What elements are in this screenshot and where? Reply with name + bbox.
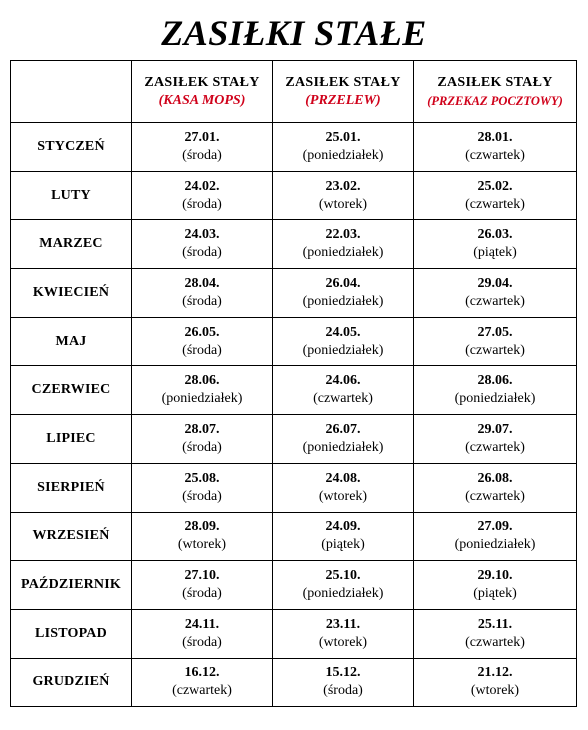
payment-date: 28.06. xyxy=(184,373,220,389)
payment-date-cell xyxy=(273,317,414,366)
table-row xyxy=(11,512,577,561)
payment-date: 25.02. xyxy=(477,178,513,194)
payment-date: 27.01. xyxy=(184,129,220,145)
month-label: PAŹDZIERNIK xyxy=(11,561,132,610)
table-row xyxy=(11,317,577,366)
month-label: LUTY xyxy=(11,171,132,220)
table-row xyxy=(11,269,577,318)
payment-date: 28.01. xyxy=(477,129,513,145)
payment-date-cell xyxy=(132,220,273,269)
weekday: (środa) xyxy=(182,293,222,309)
payment-date: 26.08. xyxy=(477,470,513,486)
column-header-kasa-mops xyxy=(132,61,273,123)
payment-date-cell xyxy=(273,171,414,220)
weekday: (czwartek) xyxy=(465,293,525,309)
weekday: (środa) xyxy=(182,634,222,650)
month-label: SIERPIEŃ xyxy=(11,463,132,512)
month-label: MAJ xyxy=(11,317,132,366)
payment-date-cell xyxy=(414,220,577,269)
payment-date-cell xyxy=(273,609,414,658)
page-title: ZASIŁKI STAŁE xyxy=(161,13,427,53)
payment-date-cell xyxy=(273,463,414,512)
column-header-subtitle: (KASA MOPS) xyxy=(158,92,246,108)
weekday: (czwartek) xyxy=(465,488,525,504)
weekday: (środa) xyxy=(182,147,222,163)
table-row xyxy=(11,463,577,512)
payment-date-cell xyxy=(414,561,577,610)
payment-date-cell xyxy=(132,561,273,610)
payment-date: 22.03. xyxy=(325,227,361,243)
month-label: LISTOPAD xyxy=(11,609,132,658)
payment-date-cell xyxy=(273,220,414,269)
payment-date: 26.03. xyxy=(477,227,513,243)
payment-date-cell xyxy=(414,512,577,561)
payment-date: 26.05. xyxy=(184,324,220,340)
payment-date-cell xyxy=(132,415,273,464)
payment-date-cell xyxy=(132,171,273,220)
payment-date-cell xyxy=(414,609,577,658)
payment-date: 24.08. xyxy=(325,470,361,486)
payment-date-cell xyxy=(132,609,273,658)
weekday: (czwartek) xyxy=(465,634,525,650)
table-row xyxy=(11,171,577,220)
payment-date: 28.07. xyxy=(184,421,220,437)
payment-date-cell xyxy=(414,269,577,318)
payment-date-cell xyxy=(132,366,273,415)
payment-date: 24.11. xyxy=(184,616,220,632)
payment-date: 16.12. xyxy=(184,665,220,681)
weekday: (poniedziałek) xyxy=(302,293,384,309)
payment-date: 27.05. xyxy=(477,324,513,340)
table-row xyxy=(11,609,577,658)
payment-date-cell xyxy=(414,366,577,415)
weekday: (poniedziałek) xyxy=(454,391,536,407)
month-label: LIPIEC xyxy=(11,415,132,464)
weekday: (czwartek) xyxy=(172,683,232,699)
payment-date: 26.07. xyxy=(325,421,361,437)
weekday: (poniedziałek) xyxy=(302,586,384,602)
weekday: (wtorek) xyxy=(318,196,368,212)
weekday: (środa) xyxy=(182,586,222,602)
column-header-subtitle: (PRZEKAZ POCZTOWY) xyxy=(427,93,563,108)
column-header-title: ZASIŁEK STAŁY xyxy=(285,74,401,90)
weekday: (wtorek) xyxy=(318,488,368,504)
payment-date: 23.11. xyxy=(325,616,361,632)
payment-date-cell xyxy=(132,317,273,366)
payment-date: 29.04. xyxy=(477,275,513,291)
payment-date-cell xyxy=(132,512,273,561)
payment-date: 26.04. xyxy=(325,275,361,291)
weekday: (wtorek) xyxy=(318,634,368,650)
payment-date: 25.01. xyxy=(325,129,361,145)
payment-date: 25.10. xyxy=(325,568,361,584)
payment-date-cell xyxy=(132,463,273,512)
weekday: (poniedziałek) xyxy=(302,147,384,163)
table-row xyxy=(11,561,577,610)
table-row xyxy=(11,220,577,269)
month-label: CZERWIEC xyxy=(11,366,132,415)
weekday: (środa) xyxy=(182,196,222,212)
payment-date: 23.02. xyxy=(325,178,361,194)
payment-date: 24.09. xyxy=(325,519,361,535)
payment-date: 28.06. xyxy=(477,373,513,389)
weekday: (wtorek) xyxy=(177,537,227,553)
weekday: (piątek) xyxy=(473,245,517,261)
column-header-subtitle: (PRZELEW) xyxy=(305,92,381,108)
payment-date: 21.12. xyxy=(477,665,513,681)
payment-date: 24.05. xyxy=(325,324,361,340)
payment-date: 27.09. xyxy=(477,519,513,535)
month-label: MARZEC xyxy=(11,220,132,269)
payment-date: 28.04. xyxy=(184,275,220,291)
payment-date-cell xyxy=(414,463,577,512)
payment-date-cell xyxy=(132,123,273,172)
table-row xyxy=(11,658,577,707)
payment-date-cell xyxy=(273,123,414,172)
column-header-przelew xyxy=(273,61,414,123)
payment-date-cell xyxy=(273,561,414,610)
payment-date: 15.12. xyxy=(325,665,361,681)
payment-date: 24.02. xyxy=(184,178,220,194)
weekday: (wtorek) xyxy=(470,683,520,699)
weekday: (piątek) xyxy=(473,586,517,602)
corner-cell xyxy=(11,61,132,123)
payment-date: 24.03. xyxy=(184,227,220,243)
month-label: GRUDZIEŃ xyxy=(11,658,132,707)
payment-date: 29.10. xyxy=(477,568,513,584)
payment-date-cell xyxy=(414,317,577,366)
payment-date-cell xyxy=(132,658,273,707)
table-row xyxy=(11,123,577,172)
weekday: (czwartek) xyxy=(465,439,525,455)
payment-date: 24.06. xyxy=(325,373,361,389)
month-label: WRZESIEŃ xyxy=(11,512,132,561)
payment-date: 29.07. xyxy=(477,421,513,437)
weekday: (czwartek) xyxy=(465,342,525,358)
weekday: (czwartek) xyxy=(465,147,525,163)
weekday: (czwartek) xyxy=(313,391,373,407)
payment-date-cell xyxy=(273,366,414,415)
weekday: (środa) xyxy=(182,342,222,358)
payment-date-cell xyxy=(414,658,577,707)
weekday: (poniedziałek) xyxy=(302,342,384,358)
weekday: (środa) xyxy=(323,683,363,699)
weekday: (poniedziałek) xyxy=(302,439,384,455)
weekday: (czwartek) xyxy=(465,196,525,212)
payment-date-cell xyxy=(273,658,414,707)
weekday: (środa) xyxy=(182,245,222,261)
payment-date-cell xyxy=(273,415,414,464)
payment-date-cell xyxy=(132,269,273,318)
payment-date: 25.11. xyxy=(477,616,513,632)
payment-date-cell xyxy=(414,171,577,220)
table-row xyxy=(11,366,577,415)
month-label: KWIECIEŃ xyxy=(11,269,132,318)
payment-date-cell xyxy=(273,512,414,561)
weekday: (poniedziałek) xyxy=(302,245,384,261)
column-header-title: ZASIŁEK STAŁY xyxy=(437,74,553,90)
column-header-przekaz-pocztowy xyxy=(414,61,577,123)
weekday: (środa) xyxy=(182,488,222,504)
payment-date: 27.10. xyxy=(184,568,220,584)
payment-schedule-table xyxy=(10,60,577,707)
payment-date-cell xyxy=(414,123,577,172)
month-label: STYCZEŃ xyxy=(11,123,132,172)
payment-date-cell xyxy=(414,415,577,464)
table-row xyxy=(11,415,577,464)
table-body xyxy=(11,61,577,707)
weekday: (poniedziałek) xyxy=(454,537,536,553)
payment-date: 28.09. xyxy=(184,519,220,535)
weekday: (piątek) xyxy=(321,537,365,553)
payment-date: 25.08. xyxy=(184,470,220,486)
weekday: (środa) xyxy=(182,439,222,455)
column-header-title: ZASIŁEK STAŁY xyxy=(144,74,260,90)
weekday: (poniedziałek) xyxy=(161,391,243,407)
payment-date-cell xyxy=(273,269,414,318)
table-header-row xyxy=(11,61,577,123)
